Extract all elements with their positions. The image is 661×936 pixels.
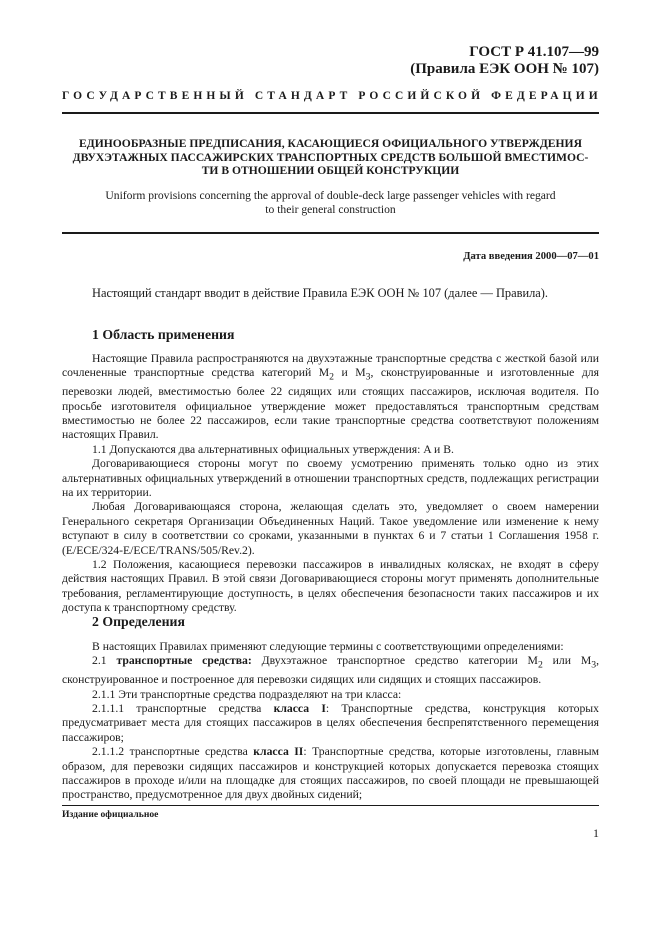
paragraph: Договаривающиеся стороны могут по своему усмотрению применять только одно из этих альтернативных официальных утверждений в отношении транспортных средств, подлежащих регистрации на их территории.	[62, 457, 599, 499]
paragraph: 2.1 транспортные средства: Двухэтажное транспортное средство категории $M_2$ или $M_3$, сконструированное и построенное для перевозки сидящих или сидящих и стоящих пассажиров.	[62, 654, 600, 687]
paragraph: 1.1 Допускаются два альтернативных официальных утверждения: A и B.	[92, 442, 454, 456]
paragraph: В настоящих Правилах применяют следующие термины с соответствующими определениями:	[92, 640, 564, 653]
paragraph: 2.1.1.1 транспортные средства класса I: Транспортные средства, конструкция которых предусматривает места для стоящих пассажиров в целях обеспечения беспрепятственного перемещения пассажиров;	[62, 701, 599, 744]
section-1-body	[62, 352, 599, 616]
title-en-line: Uniform provisions concerning the approval of double-deck large passenger vehicles with regard	[105, 189, 556, 202]
section-2-heading: 2 Определения	[92, 614, 185, 629]
paragraph: Любая Договаривающаяся сторона, желающая сделать это, уведомляет о своем намерении Генерального секретаря Организации Объединенных Наций. Такое уведомление или изменение к нему вступают в силу в соответствии со сроками, указанными в пунктах 6 и 7 статьи 1 Соглашения 1958 г. (E/ECE/324-E/ECE/TRANS/505/Rev.2).	[62, 500, 599, 557]
document-title-english	[62, 189, 599, 217]
state-standard-banner: ГОСУДАРСТВЕННЫЙ СТАНДАРТ РОССИЙСКОЙ ФЕДЕРАЦИИ	[62, 90, 602, 102]
title-ru-line: ТИ В ОТНОШЕНИИ ОБЩЕЙ КОНСТРУКЦИИ	[201, 164, 460, 177]
gost-designation	[410, 44, 599, 78]
section-1-heading: 1 Область применения	[92, 327, 235, 342]
introduction-date: Дата введения 2000—07—01	[463, 251, 599, 262]
paragraph: Настоящие Правила распространяются на двухэтажные транспортные средства с жесткой базой или сочлененные транспортные средства категорий $M_2$ и $M_3$, сконструированные и изготовленные для перевозки людей, вместимостью более 22 сидящих или стоящих пассажиров, исключая водителя. По просьбе изготовителя официальное утверждение может предоставляться транспортным средствам вместимостью не более 22 пассажиров, если такие транспортные средства соответствуют положениям настоящих Правил.	[62, 352, 599, 442]
paragraph: 1.2 Положения, касающиеся перевозки пассажиров в инвалидных колясках, не входят в сферу действия настоящих Правил. В этой связи Договаривающиеся стороны могут применять дополнительные требования, регламентирующие доступность, в целях обеспечения безопасности таких пассажиров и их доступа к транспортному средству.	[62, 558, 599, 615]
official-edition-label: Издание официальное	[62, 809, 159, 820]
document-title-russian	[62, 137, 599, 178]
footer-divider	[62, 805, 599, 806]
top-divider	[62, 112, 599, 114]
title-ru-line: ЕДИНООБРАЗНЫЕ ПРЕДПИСАНИЯ, КАСАЮЩИЕСЯ ОФИЦИАЛЬНОГО УТВЕРЖДЕНИЯ	[79, 137, 582, 150]
page-number: 1	[593, 826, 599, 840]
defined-term: класса I	[273, 701, 326, 715]
gost-number: ГОСТ Р 41.107—99	[469, 44, 599, 60]
title-ru-line: ДВУХЭТАЖНЫХ ПАССАЖИРСКИХ ТРАНСПОРТНЫХ СРЕДСТВ БОЛЬШОЙ ВМЕСТИМОС-	[72, 150, 589, 164]
title-en-line: to their general construction	[265, 203, 396, 216]
ece-rule-number: (Правила ЕЭК ООН № 107)	[410, 61, 599, 77]
paragraph: 2.1.1.2 транспортные средства класса II: Транспортные средства, которые изготовлены, главным образом, для перевозки сидящих пассажиров и конструкцией которых допускается перевозка стоящих пассажиров в проходе и/или на площадке для стоящих пассажиров, по своей площади не превышающей пространство, предусмотренное для двух двойных сидений;	[62, 745, 600, 802]
introduction-statement: Настоящий стандарт вводит в действие Правила ЕЭК ООН № 107 (далее — Правила).	[92, 286, 548, 300]
paragraph: 2.1.1 Эти транспортные средства подразделяют на три класса:	[92, 687, 402, 701]
title-divider	[62, 232, 599, 234]
defined-term: класса II	[253, 745, 304, 759]
section-2-body	[62, 640, 599, 803]
defined-term: транспортные средства:	[116, 654, 252, 668]
